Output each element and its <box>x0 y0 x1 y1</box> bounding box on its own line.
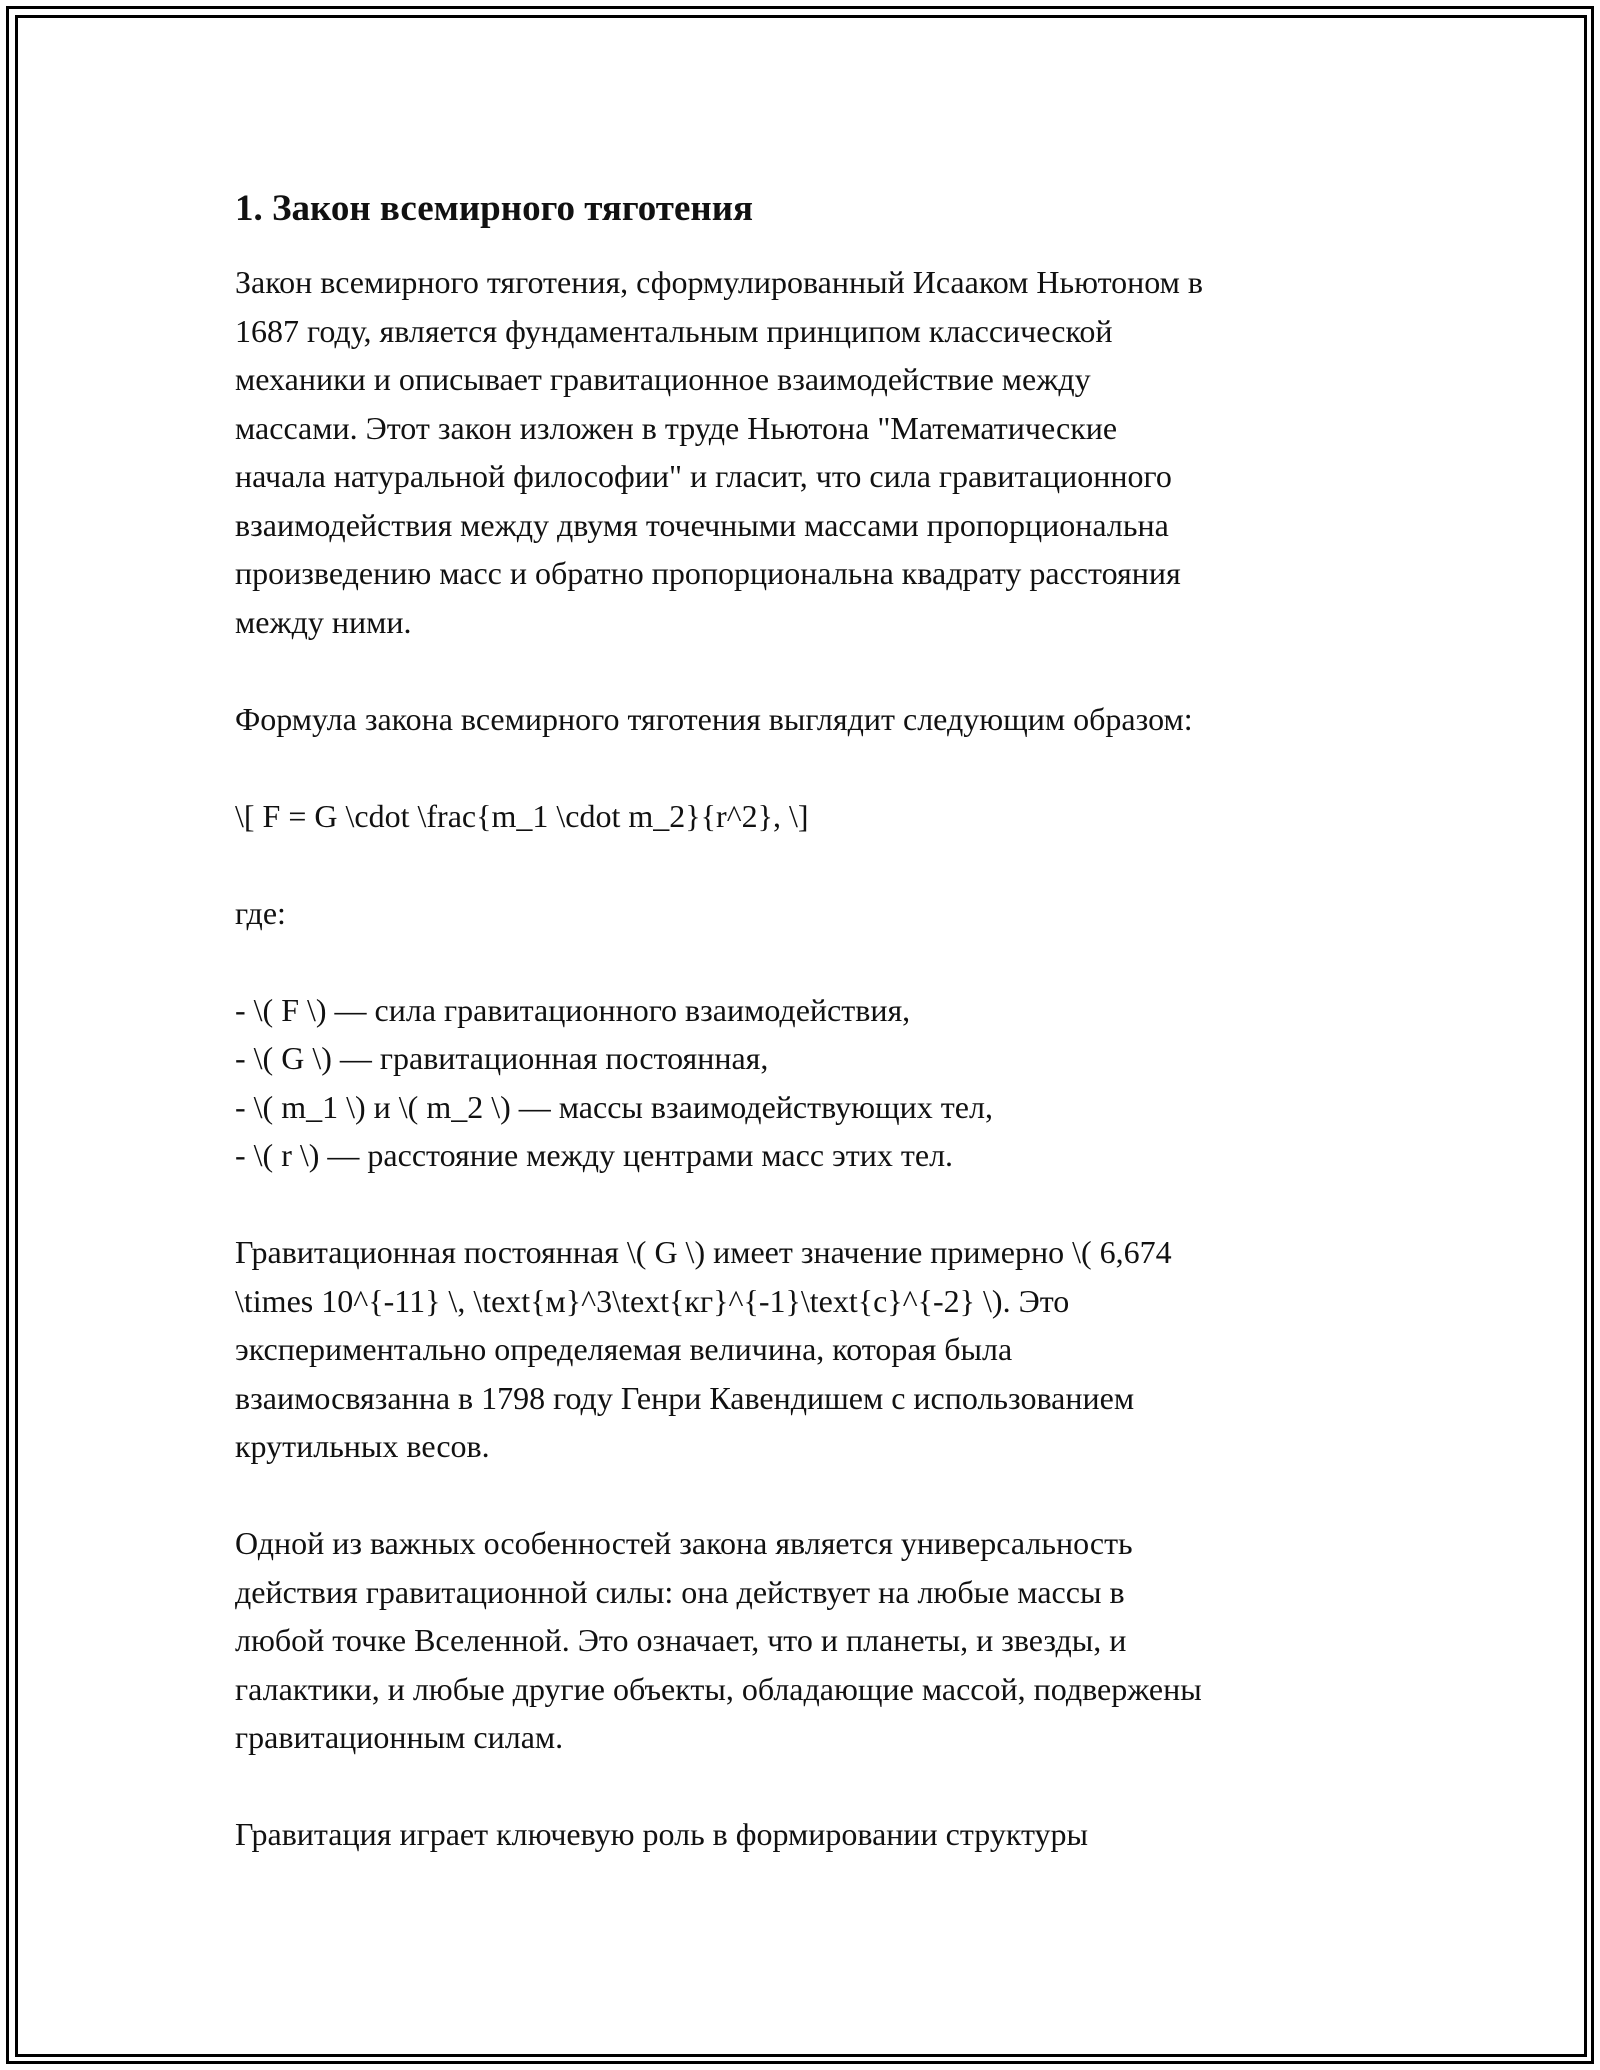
formula: \[ F = G \cdot \frac{m_1 \cdot m_2}{r^2}, \] <box>235 797 809 834</box>
variable-definitions-list: - \( F \) — сила гравитационного взаимодействия, - \( G \) — гравитационная постоянная, - \( m_1 \) и \( m_2 \) — массы взаимодействующих тел, - \( r \) — расстояние между центрами масс этих тел. <box>235 991 993 1173</box>
paragraph-gravitational-constant: Гравитационная постоянная \( G \) имеет значение примерно \( 6,674 \times 10^{-11} \, \text{м}^3\text{кг}^{-1}\text{с}^{-2} \). Это экспериментально определяемая величина, которая была взаимосвязанна в 1798 году Генри Кавендишем с использованием крутильных весов. <box>235 1234 1172 1464</box>
document-body <box>235 185 1355 1907</box>
paragraph-gravity-role: Гравитация играет ключевую роль в формировании структуры <box>235 1816 1089 1852</box>
paragraph-intro: Закон всемирного тяготения, сформулированный Исааком Ньютоном в 1687 году, является фундаментальным принципом классической механики и описывает гравитационное взаимодействие между массами. Этот закон изложен в труде Ньютона "Математические начала натуральной философии" и гласит, что сила гравитационного взаимодействия между двумя точечными массами пропорциональна произведению масс и обратно пропорциональна квадрату расстояния между ними. <box>235 264 1204 640</box>
paragraph-where: где: <box>235 894 286 931</box>
section-heading: 1. Закон всемирного тяготения <box>235 188 754 229</box>
paragraph-universality: Одной из важных особенностей закона является универсальность действия гравитационной силы: она действует на любые массы в любой точке Вселенной. Это означает, что и планеты, и звезды, и галактики, и любые другие объекты, обладающие массой, подвержены гравитационным силам. <box>235 1525 1202 1755</box>
paragraph-formula-intro: Формула закона всемирного тяготения выглядит следующим образом: <box>235 700 1193 737</box>
